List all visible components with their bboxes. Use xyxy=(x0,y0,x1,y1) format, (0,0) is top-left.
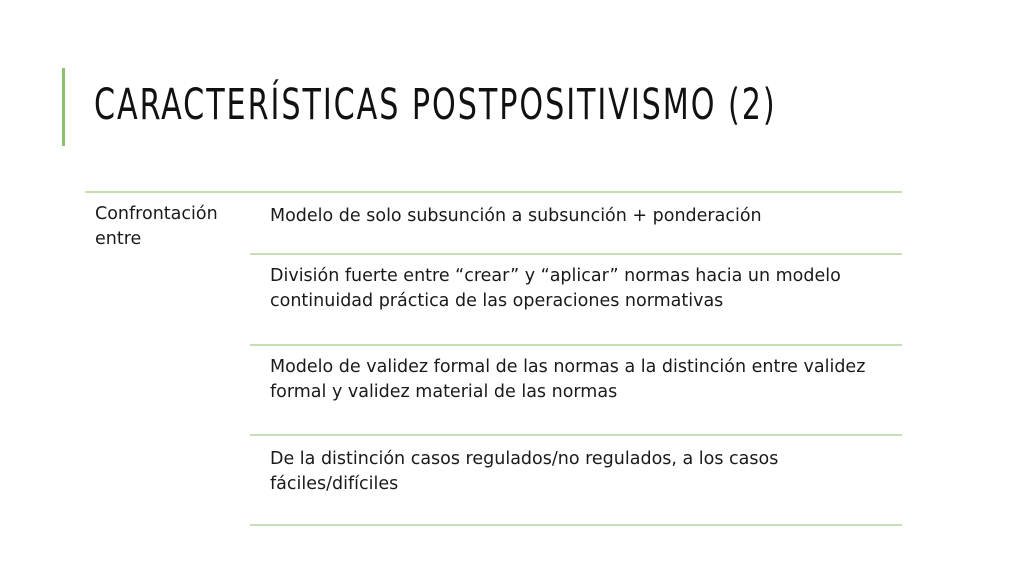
table-cell: De la distinción casos regulados/no regulados, a los casos fáciles/difíciles xyxy=(270,449,779,494)
slide-title: CARACTERÍSTICAS POSTPOSITIVISMO (2) xyxy=(94,80,777,130)
table-cell: División fuerte entre “crear” y “aplicar” normas hacia un modelo continuidad práctica de las operaciones normativas xyxy=(270,266,841,311)
table-row xyxy=(250,193,902,255)
title-accent-bar xyxy=(62,68,65,146)
row-divider xyxy=(250,524,902,526)
table-cell: Modelo de validez formal de las normas a la distinción entre validez formal y validez material de las normas xyxy=(270,357,866,402)
table-row xyxy=(250,346,902,436)
table-row-label: Confrontación entre xyxy=(95,204,218,249)
table-row xyxy=(250,436,902,526)
table-cell: Modelo de solo subsunción a subsunción + ponderación xyxy=(270,206,762,226)
table-row xyxy=(250,255,902,346)
